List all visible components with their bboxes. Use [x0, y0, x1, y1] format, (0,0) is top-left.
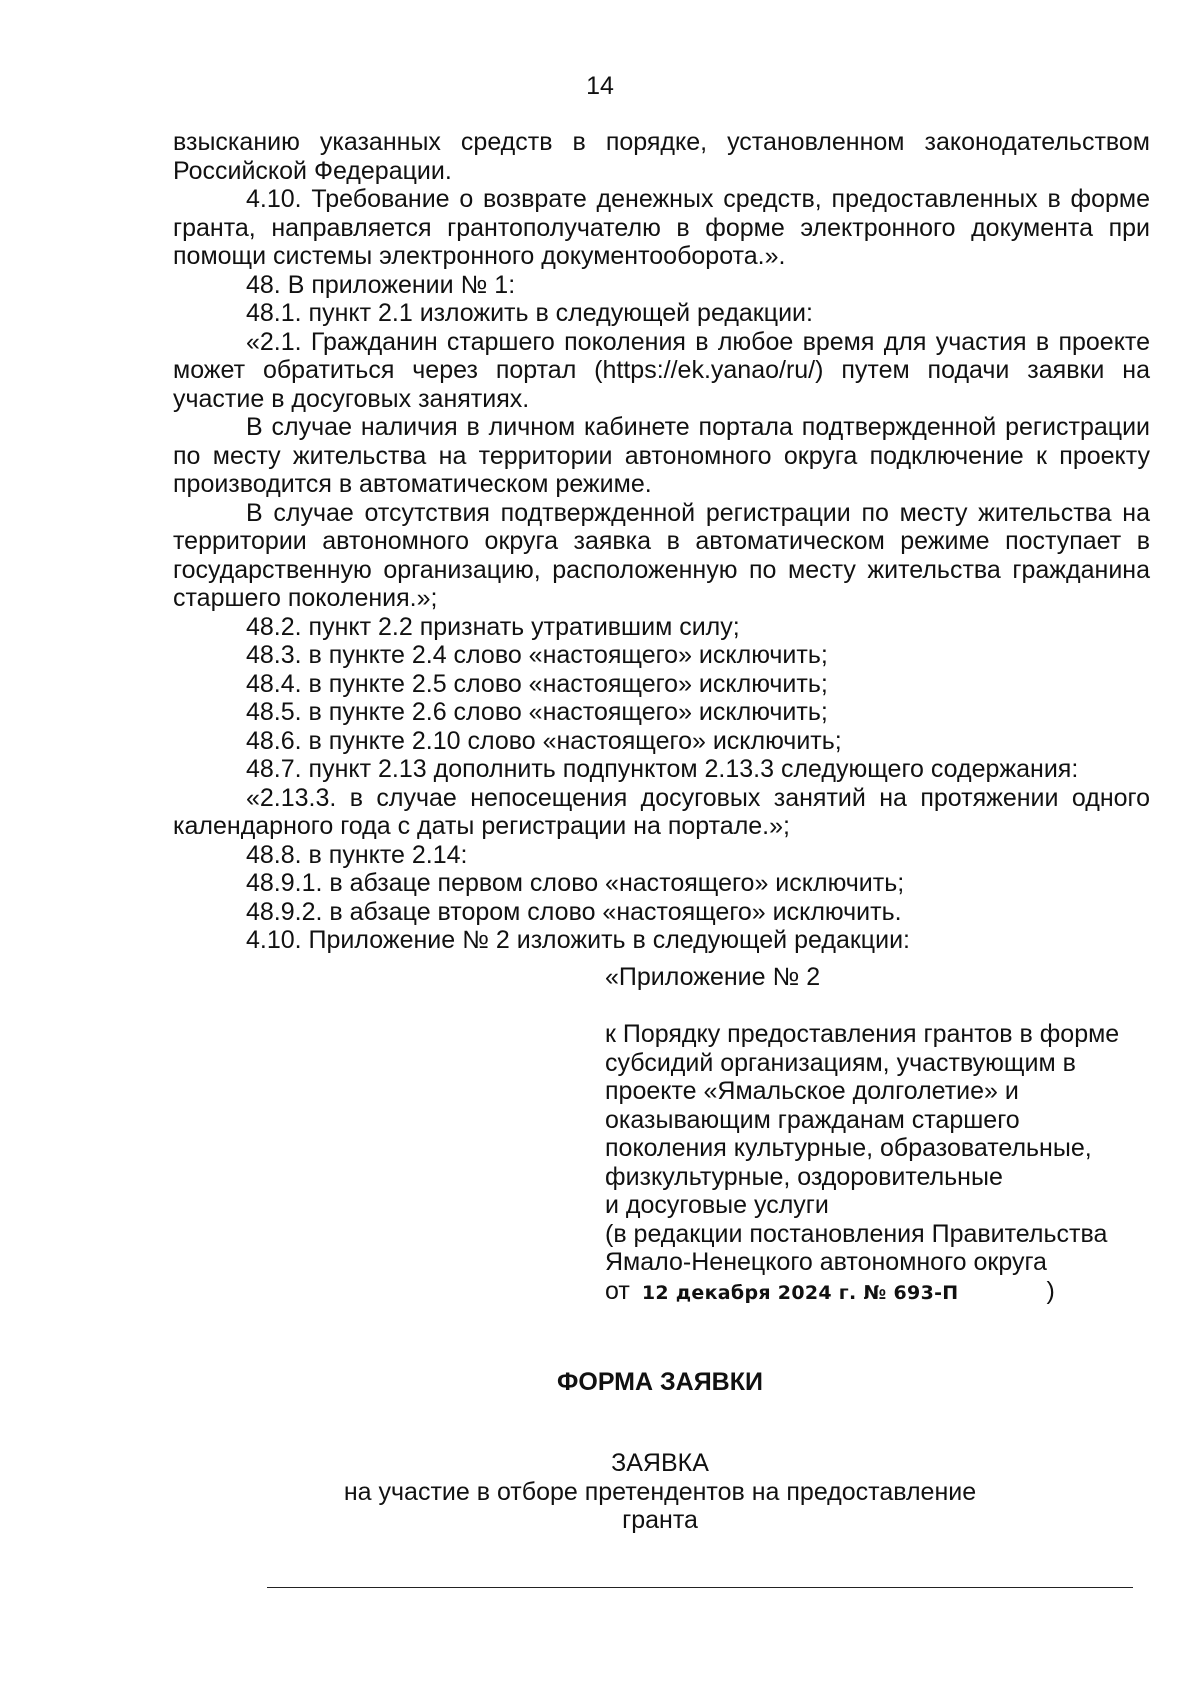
body-paragraph: В случае отсутствия подтвержденной регистрации по месту жительства на территории автономного округа заявка в автоматическом режиме поступает в государственную организацию, расположенную по месту жительства гражданина старшего поколения.»; [173, 498, 1150, 612]
body-paragraph: 4.10. Приложение № 2 изложить в следующей редакции: [246, 926, 910, 954]
appendix-line: к Порядку предоставления грантов в форме [605, 1020, 1120, 1048]
body-paragraph: 48.6. в пункте 2.10 слово «настоящего» исключить; [246, 726, 842, 755]
document-body [173, 128, 1150, 955]
body-paragraph: «2.13.3. в случае непосещения досуговых занятий на протяжении одного календарного года с даты регистрации на портале.»; [173, 783, 1150, 840]
appendix-line: оказывающим гражданам старшего [605, 1105, 1020, 1134]
body-paragraph: взысканию указанных средств в порядке, установленном законодательством Российской Федерации. [173, 128, 1150, 185]
request-heading: ЗАЯВКА [611, 1449, 709, 1477]
body-paragraph: 48.7. пункт 2.13 дополнить подпунктом 2.13.3 следующего содержания: [246, 755, 1079, 783]
resolution-date-number: 12 декабря 2024 г. № 693-П [641, 1281, 959, 1304]
appendix-line: субсидий организациям, участвующим в [605, 1048, 1076, 1077]
appendix-line: (в редакции постановления Правительства [605, 1219, 1108, 1248]
resolution-date-line [605, 1277, 1175, 1308]
date-prefix: от [605, 1276, 630, 1305]
body-paragraph: 48. В приложении № 1: [246, 270, 516, 299]
body-paragraph: 4.10. Требование о возврате денежных средств, предоставленных в форме гранта, направляется грантополучателю в форме электронного документа при помощи системы электронного документооборота.». [173, 185, 1150, 270]
body-paragraph: 48.4. в пункте 2.5 слово «настоящего» исключить; [246, 669, 828, 698]
body-paragraph: 48.9.2. в абзаце втором слово «настоящего» исключить. [246, 897, 902, 926]
blank-fill-line [267, 1587, 1133, 1588]
request-heading-block [300, 1449, 1020, 1535]
body-paragraph: 48.8. в пункте 2.14: [246, 840, 468, 869]
body-paragraph: «2.1. Гражданин старшего поколения в любое время для участия в проекте может обратиться через портал (https://ek.yanao/ru/) путем подачи заявки на участие в досуговых занятиях. [173, 327, 1150, 413]
body-paragraph: 48.9.1. в абзаце первом слово «настоящего» исключить; [246, 869, 905, 897]
request-subtitle-line: на участие в отборе претендентов на предоставление [343, 1477, 977, 1506]
body-paragraph: В случае наличия в личном кабинете портала подтвержденной регистрации по месту жительства на территории автономного округа подключение к проекту производится в автоматическом режиме. [173, 413, 1150, 498]
appendix-header [605, 963, 1175, 1307]
body-paragraph: 48.5. в пункте 2.6 слово «настоящего» исключить; [246, 698, 828, 726]
closing-parenthesis: ) [1046, 1276, 1055, 1305]
body-paragraph: 48.2. пункт 2.2 признать утратившим силу; [246, 612, 740, 641]
page-number: 14 [586, 72, 614, 100]
appendix-title: «Приложение № 2 [605, 963, 821, 991]
body-paragraph: 48.1. пункт 2.1 изложить в следующей редакции: [246, 299, 813, 327]
body-paragraph: 48.3. в пункте 2.4 слово «настоящего» исключить; [246, 641, 828, 669]
appendix-line: поколения культурные, образовательные, [605, 1134, 1092, 1162]
appendix-line: физкультурные, оздоровительные [605, 1162, 1003, 1191]
form-title: ФОРМА ЗАЯВКИ [557, 1368, 763, 1396]
appendix-line: Ямало-Ненецкого автономного округа [605, 1248, 1047, 1276]
appendix-line: проекте «Ямальское долголетие» и [605, 1077, 1019, 1105]
appendix-line: и досуговые услуги [605, 1191, 829, 1219]
request-subtitle-line: гранта [622, 1506, 698, 1534]
